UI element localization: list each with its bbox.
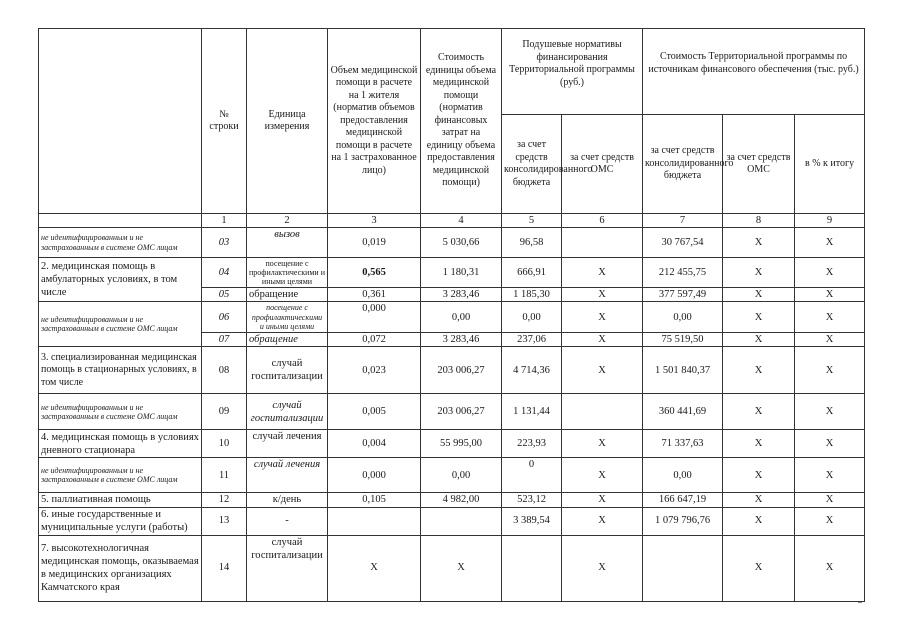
row-pct: Х bbox=[795, 507, 865, 535]
row-volume: 0,019 bbox=[328, 228, 421, 258]
row-number: 12 bbox=[202, 493, 247, 507]
table-row bbox=[39, 493, 865, 507]
row-pct: Х bbox=[795, 228, 865, 258]
row-budget: 1 131,44 bbox=[502, 394, 562, 430]
row-oms-total: Х bbox=[723, 394, 795, 430]
row-unit: обращение bbox=[247, 333, 328, 347]
row-pct: Х bbox=[795, 333, 865, 347]
row-budget-total: 166 647,19 bbox=[643, 493, 723, 507]
row-cost: 5 030,66 bbox=[421, 228, 502, 258]
row-volume: 0,105 bbox=[328, 493, 421, 507]
row-unit: вызов bbox=[247, 228, 328, 258]
row-volume: 0,000 bbox=[328, 458, 421, 493]
colnum: 2 bbox=[247, 214, 328, 228]
header-empty bbox=[39, 29, 202, 214]
table-row bbox=[39, 535, 865, 601]
header-cost: Стоимость единицы объема медицинской помощи (норматив финансовых затрат на единицу объема предоставления медицинской помощи) bbox=[421, 29, 502, 214]
row-oms-total: Х bbox=[723, 535, 795, 601]
row-cost: 0,00 bbox=[421, 458, 502, 493]
row-name: не идентифицированным и не застрахованным в системе ОМС лицам bbox=[39, 394, 202, 430]
row-cost: 203 006,27 bbox=[421, 347, 502, 394]
row-budget: 237,06 bbox=[502, 333, 562, 347]
row-budget bbox=[502, 535, 562, 601]
table-row bbox=[39, 394, 865, 430]
row-unit: посещение с профилактическими и иными целями bbox=[247, 302, 328, 333]
row-budget: 666,91 bbox=[502, 258, 562, 288]
header-oms-2: за счет средств ОМС bbox=[723, 115, 795, 214]
row-unit: случай госпитализации bbox=[247, 394, 328, 430]
row-number: 03 bbox=[202, 228, 247, 258]
row-oms-total: Х bbox=[723, 458, 795, 493]
header-budget: за счет средств консолидированного бюджета bbox=[502, 115, 562, 214]
header-volume: Объем медицинской помощи в расчете на 1 жителя (норматив объемов предоставления медицинской помощи в расчете на 1 застрахованное лицо) bbox=[328, 29, 421, 214]
row-number: 05 bbox=[202, 288, 247, 302]
colnum: 8 bbox=[723, 214, 795, 228]
row-number: 08 bbox=[202, 347, 247, 394]
row-cost: 3 283,46 bbox=[421, 288, 502, 302]
row-number: 10 bbox=[202, 430, 247, 458]
row-budget-total: 0,00 bbox=[643, 458, 723, 493]
row-oms: Х bbox=[562, 347, 643, 394]
row-oms: Х bbox=[562, 535, 643, 601]
row-name: 5. паллиативная помощь bbox=[39, 493, 202, 507]
row-name: 4. медицинская помощь в условиях дневного стационара bbox=[39, 430, 202, 458]
row-volume: 0,361 bbox=[328, 288, 421, 302]
row-unit: случай госпитализации bbox=[247, 535, 328, 601]
row-budget: 0,00 bbox=[502, 302, 562, 333]
row-pct: Х bbox=[795, 430, 865, 458]
row-name: 6. иные государственные и муниципальные услуги (работы) bbox=[39, 507, 202, 535]
row-oms: Х bbox=[562, 430, 643, 458]
row-oms: Х bbox=[562, 258, 643, 288]
row-number: 07 bbox=[202, 333, 247, 347]
row-pct: Х bbox=[795, 347, 865, 394]
colnum: 1 bbox=[202, 214, 247, 228]
row-oms-total: Х bbox=[723, 258, 795, 288]
header-row-no: № строки bbox=[202, 29, 247, 214]
colnum: 5 bbox=[502, 214, 562, 228]
row-budget: 223,93 bbox=[502, 430, 562, 458]
row-volume: 0,004 bbox=[328, 430, 421, 458]
colnum: 4 bbox=[421, 214, 502, 228]
table-row bbox=[39, 228, 865, 258]
row-unit: случай лечения bbox=[247, 430, 328, 458]
header-program-cost: Стоимость Территориальной программы по источникам финансового обеспечения (тыс. руб.) bbox=[643, 29, 865, 115]
row-oms-total: Х bbox=[723, 493, 795, 507]
row-volume: 0,000 bbox=[328, 302, 421, 333]
row-volume bbox=[328, 507, 421, 535]
row-oms-total: Х bbox=[723, 430, 795, 458]
table-row bbox=[39, 507, 865, 535]
row-pct: Х bbox=[795, 535, 865, 601]
colnum-empty bbox=[39, 214, 202, 228]
column-numbers-row bbox=[39, 214, 865, 228]
row-budget: 1 185,30 bbox=[502, 288, 562, 302]
row-pct: Х bbox=[795, 493, 865, 507]
row-cost: 203 006,27 bbox=[421, 394, 502, 430]
row-budget: 3 389,54 bbox=[502, 507, 562, 535]
header-pct: в % к итогу bbox=[795, 115, 865, 214]
colnum: 3 bbox=[328, 214, 421, 228]
row-cost: 4 982,00 bbox=[421, 493, 502, 507]
row-cost: 3 283,46 bbox=[421, 333, 502, 347]
row-unit: к/день bbox=[247, 493, 328, 507]
row-unit: обращение bbox=[247, 288, 328, 302]
row-oms: Х bbox=[562, 288, 643, 302]
row-name: 7. высокотехнологичная медицинская помощь, оказываемая в медицинских организациях Камчатского края bbox=[39, 535, 202, 601]
row-unit: случай госпитализации bbox=[247, 347, 328, 394]
row-budget: 4 714,36 bbox=[502, 347, 562, 394]
row-oms-total: Х bbox=[723, 347, 795, 394]
colnum: 7 bbox=[643, 214, 723, 228]
colnum: 6 bbox=[562, 214, 643, 228]
row-oms-total: Х bbox=[723, 333, 795, 347]
table-row bbox=[39, 302, 865, 333]
row-volume: 0,565 bbox=[328, 258, 421, 288]
row-number: 14 bbox=[202, 535, 247, 601]
row-volume: 0,023 bbox=[328, 347, 421, 394]
row-budget-total: 1 079 796,76 bbox=[643, 507, 723, 535]
header-unit: Единица измерения bbox=[247, 29, 328, 214]
row-oms-total: Х bbox=[723, 228, 795, 258]
row-unit: - bbox=[247, 507, 328, 535]
row-oms-total: Х bbox=[723, 302, 795, 333]
row-pct: Х bbox=[795, 302, 865, 333]
financing-table bbox=[38, 28, 865, 602]
row-budget-total: 0,00 bbox=[643, 302, 723, 333]
row-volume: 0,072 bbox=[328, 333, 421, 347]
row-budget: 96,58 bbox=[502, 228, 562, 258]
row-pct: Х bbox=[795, 458, 865, 493]
row-budget-total: 75 519,50 bbox=[643, 333, 723, 347]
row-pct: Х bbox=[795, 394, 865, 430]
row-budget-total bbox=[643, 535, 723, 601]
table-row bbox=[39, 458, 865, 493]
row-volume: Х bbox=[328, 535, 421, 601]
row-name: не идентифицированным и не застрахованным в системе ОМС лицам bbox=[39, 302, 202, 347]
row-cost: 0,00 bbox=[421, 302, 502, 333]
row-budget-total: 377 597,49 bbox=[643, 288, 723, 302]
table-row bbox=[39, 347, 865, 394]
header-oms: за счет средств ОМС bbox=[562, 115, 643, 214]
colnum: 9 bbox=[795, 214, 865, 228]
row-unit: случай лечения bbox=[247, 458, 328, 493]
row-budget-total: 1 501 840,37 bbox=[643, 347, 723, 394]
row-name: не идентифицированным и не застрахованным в системе ОМС лицам bbox=[39, 458, 202, 493]
row-oms-total: Х bbox=[723, 288, 795, 302]
row-oms: Х bbox=[562, 493, 643, 507]
row-number: 11 bbox=[202, 458, 247, 493]
row-budget-total: 360 441,69 bbox=[643, 394, 723, 430]
row-oms bbox=[562, 228, 643, 258]
row-oms: Х bbox=[562, 333, 643, 347]
row-number: 06 bbox=[202, 302, 247, 333]
row-cost: 55 995,00 bbox=[421, 430, 502, 458]
row-budget-total: 212 455,75 bbox=[643, 258, 723, 288]
row-name: не идентифицированным и не застрахованным в системе ОМС лицам bbox=[39, 228, 202, 258]
row-pct: Х bbox=[795, 258, 865, 288]
scan-mark bbox=[858, 602, 862, 603]
row-oms bbox=[562, 394, 643, 430]
row-oms: Х bbox=[562, 302, 643, 333]
row-cost bbox=[421, 507, 502, 535]
table-row bbox=[39, 430, 865, 458]
row-cost: 1 180,31 bbox=[421, 258, 502, 288]
row-pct: Х bbox=[795, 288, 865, 302]
table-row bbox=[39, 258, 865, 288]
row-cost: Х bbox=[421, 535, 502, 601]
row-name: 3. специализированная медицинская помощь в стационарных условиях, в том числе bbox=[39, 347, 202, 394]
row-budget-total: 71 337,63 bbox=[643, 430, 723, 458]
row-oms-total: Х bbox=[723, 507, 795, 535]
row-budget-total: 30 767,54 bbox=[643, 228, 723, 258]
row-number: 13 bbox=[202, 507, 247, 535]
header-per-capita: Подушевые нормативы финансирования Территориальной программы (руб.) bbox=[502, 29, 643, 115]
row-name: 2. медицинская помощь в амбулаторных условиях, в том числе bbox=[39, 258, 202, 302]
row-budget: 0 bbox=[502, 458, 562, 493]
row-volume: 0,005 bbox=[328, 394, 421, 430]
row-budget: 523,12 bbox=[502, 493, 562, 507]
header-budget-2: за счет средств консолидированного бюджета bbox=[643, 115, 723, 214]
row-number: 04 bbox=[202, 258, 247, 288]
row-unit: посещение с профилактическими и иными целями bbox=[247, 258, 328, 288]
row-number: 09 bbox=[202, 394, 247, 430]
row-oms: Х bbox=[562, 458, 643, 493]
row-oms: Х bbox=[562, 507, 643, 535]
